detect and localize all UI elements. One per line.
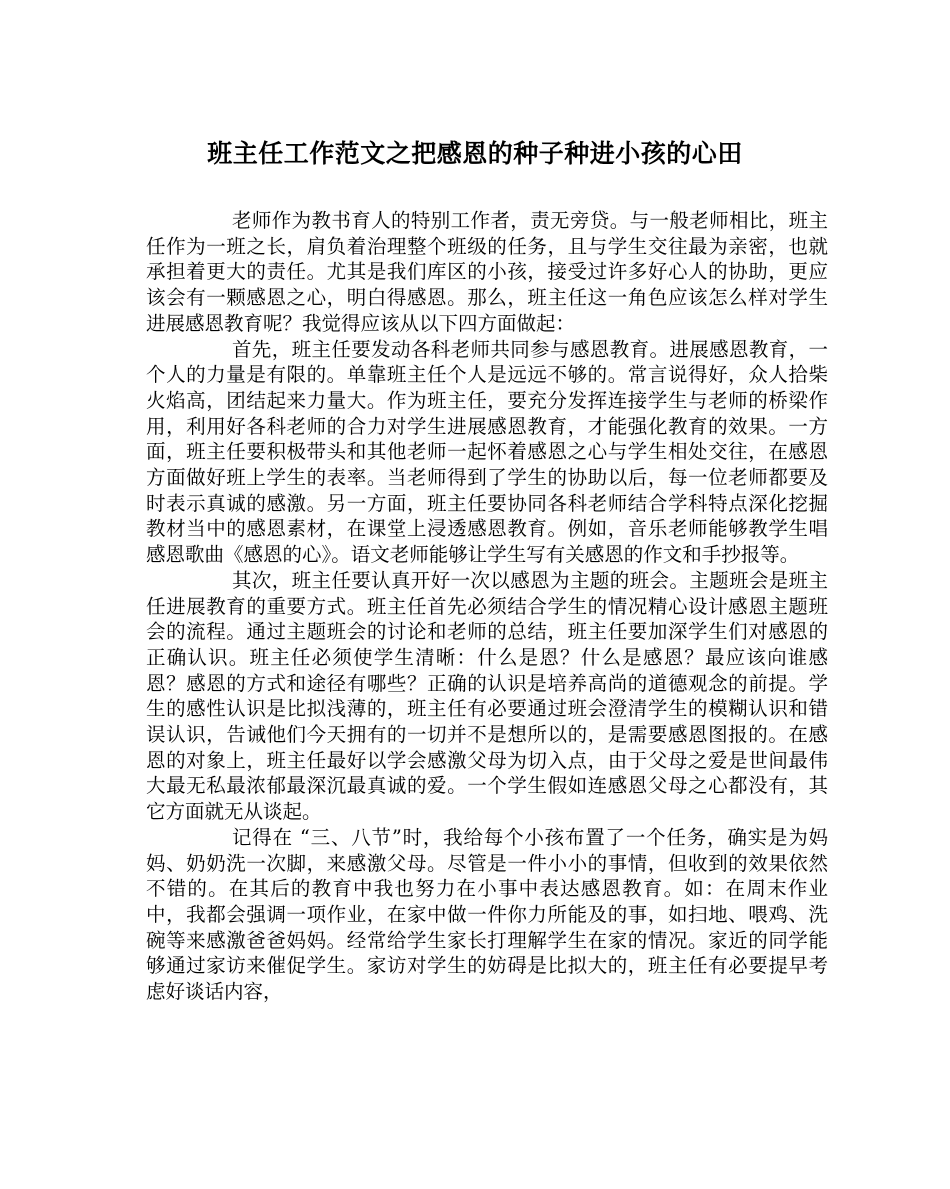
paragraph-example: 记得在 “三、八节”时，我给每个小孩布置了一个任务，确实是为妈妈、奶奶洗一次脚，来感激父母。尽管是一件小小的事情，但收到的效果依然不错的。在其后的教育中我也努力在小事中表达感恩教育。如：在周末作业中，我都会强调一项作业，在家中做一件你力所能及的事，如扫地、喂鸡、洗碗等来感激爸爸妈妈。经常给学生家长打理解学生在家的情况。家近的同学能够通过家访来催促学生。家访对学生的妨碍是比拟大的，班主任有必要提早考虑好谈话内容， [146,825,828,1004]
document-title: 班主任工作范文之把感恩的种子种进小孩的心田 [207,139,743,168]
paragraph-first-point: 首先，班主任要发动各科老师共同参与感恩教育。进展感恩教育，一个人的力量是有限的。单靠班主任个人是远远不够的。常言说得好，众人拾柴火焰高，团结起来力量大。作为班主任，要充分发挥连接学生与老师的桥梁作用，利用好各科老师的合力对学生进展感恩教育，才能强化教育的效果。一方面，班主任要积极带头和其他老师一起怀着感恩之心与学生相处交往，在感恩方面做好班上学生的表率。当老师得到了学生的协助以后，每一位老师都要及时表示真诚的感激。另一方面，班主任要协同各科老师结合学科特点深化挖掘教材当中的感恩素材，在课堂上浸透感恩教育。例如，音乐老师能够教学生唱感恩歌曲《感恩的心》。语文老师能够让学生写有关感恩的作文和手抄报等。 [146,337,828,567]
paragraph-intro: 老师作为教书育人的特别工作者，责无旁贷。与一般老师相比，班主任作为一班之长，肩负着治理整个班级的任务，且与学生交往最为亲密，也就承担着更大的责任。尤其是我们库区的小孩，接受过许多好心人的协助，更应该会有一颗感恩之心，明白得感恩。那么，班主任这一角色应该怎么样对学生进展感恩教育呢？我觉得应该从以下四方面做起： [146,209,828,335]
paragraph-second-point: 其次，班主任要认真开好一次以感恩为主题的班会。主题班会是班主任进展教育的重要方式。班主任首先必须结合学生的情况精心设计感恩主题班会的流程。通过主题班会的讨论和老师的总结，班主任要加深学生们对感恩的正确认识。班主任必须使学生清晰：什么是恩？什么是感恩？最应该向谁感恩？感恩的方式和途径有哪些？正确的认识是培养高尚的道德观念的前提。学生的感性认识是比拟浅薄的，班主任有必要通过班会澄清学生的模糊认识和错误认识，告诫他们今天拥有的一切并不是想所以的，是需要感恩图报的。在感恩的对象上，班主任最好以学会感激父母为切入点，由于父母之爱是世间最伟大最无私最浓郁最深沉最真诚的爱。一个学生假如连感恩父母之心都没有，其它方面就无从谈起。 [146,568,828,824]
document-body [146,208,828,1005]
